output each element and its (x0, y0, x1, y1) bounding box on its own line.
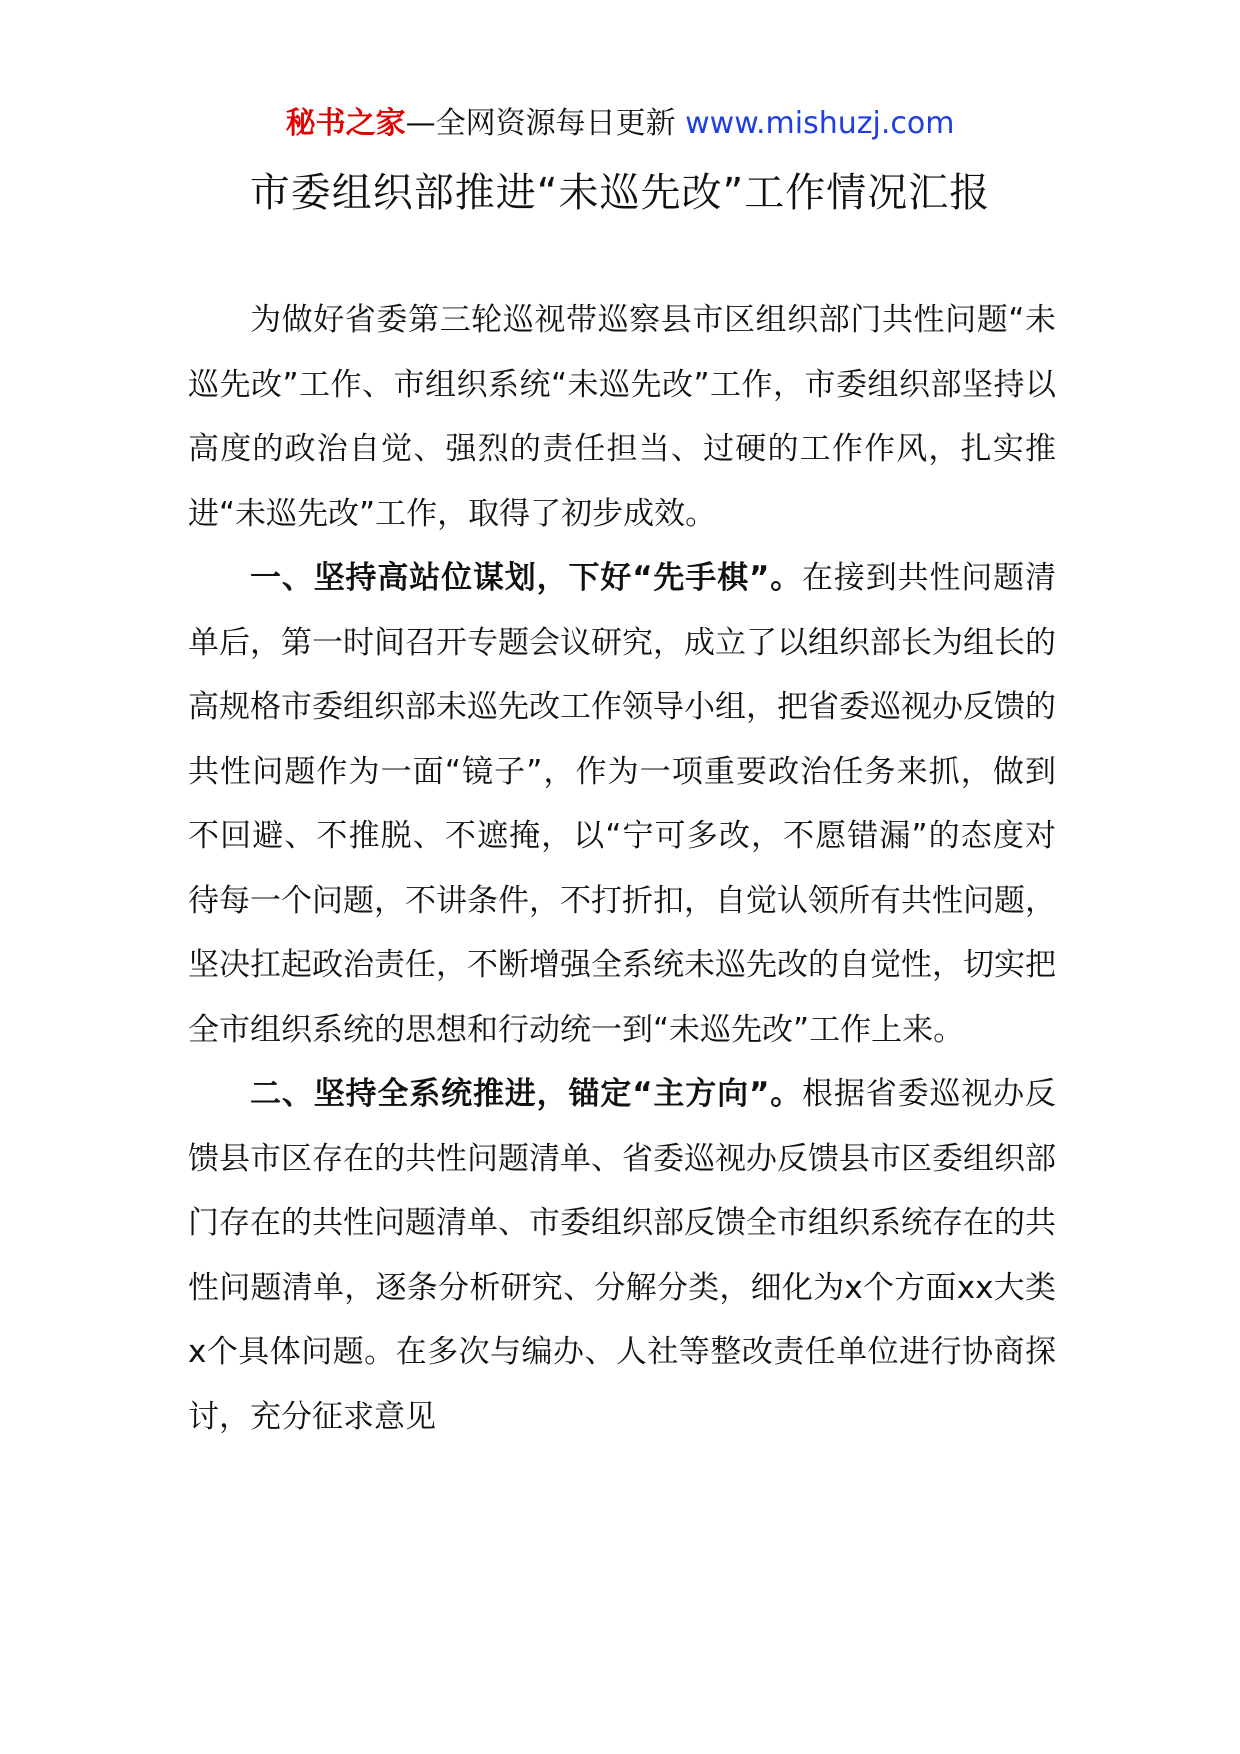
paragraph-intro (188, 288, 1056, 546)
document-body (188, 288, 1056, 1449)
site-url: www.mishuzj.com (685, 106, 955, 141)
section-heading: 二、坚持全系统推进，锚定“主方向”。 (250, 1076, 803, 1112)
paragraph-text: 根据省委巡视办反馈县市区存在的共性问题清单、省委巡视办反馈县市区委组织部门存在的共性问题清单、市委组织部反馈全市组织系统存在的共性问题清单，逐条分析研究、分解分类，细化为x个方面xx大类x个具体问题。在多次与编办、人社等整改责任单位进行协商探讨，充分征求意见 (188, 1076, 1056, 1435)
site-header (0, 104, 1240, 144)
brand-name: 秘书之家 (285, 106, 406, 141)
document-title: 市委组织部推进“未巡先改”工作情况汇报 (249, 170, 991, 216)
header-tagline: —全网资源每日更新 (405, 106, 686, 141)
paragraph-text: 为做好省委第三轮巡视带巡察县市区组织部门共性问题“未巡先改”工作、市组织系统“未巡先改”工作，市委组织部坚持以高度的政治自觉、强烈的责任担当、过硬的工作作风，扎实推进“未巡先改”工作，取得了初步成效。 (188, 302, 1056, 532)
section-heading: 一、坚持高站位谋划，下好“先手棋”。 (250, 560, 803, 596)
paragraph-section-2 (188, 1062, 1056, 1449)
paragraph-section-1 (188, 546, 1056, 1062)
paragraph-text: 在接到共性问题清单后，第一时间召开专题会议研究，成立了以组织部长为组长的高规格市委组织部未巡先改工作领导小组，把省委巡视办反馈的共性问题作为一面“镜子”，作为一项重要政治任务来抓，做到不回避、不推脱、不遮掩，以“宁可多改，不愿错漏”的态度对待每一个问题，不讲条件，不打折扣，自觉认领所有共性问题，坚决扛起政治责任，不断增强全系统未巡先改的自觉性，切实把全市组织系统的思想和行动统一到“未巡先改”工作上来。 (188, 560, 1056, 1048)
